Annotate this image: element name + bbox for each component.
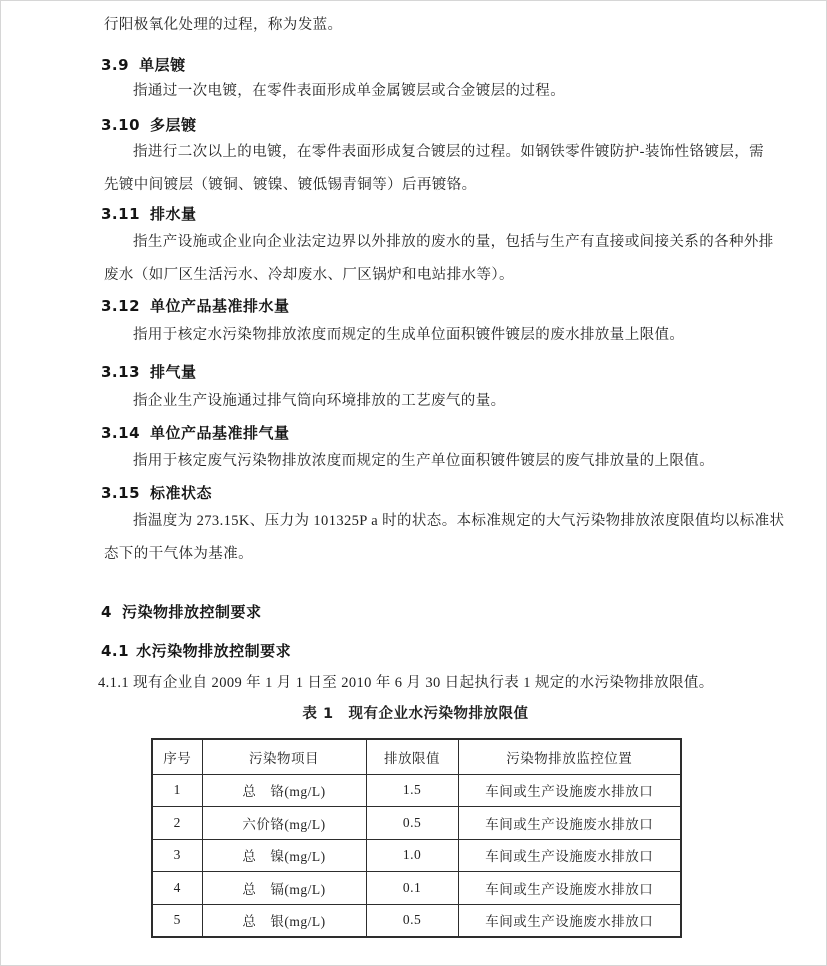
section-4-1-heading [101, 640, 291, 662]
table-cell-limit: 0.5 [366, 807, 458, 840]
section-3-11-heading [101, 203, 197, 225]
chapter-number: 4 [101, 603, 112, 621]
table-cell-pollutant: 总 银(mg/L) [202, 904, 366, 937]
table-header-row [152, 739, 681, 774]
table-cell-location: 车间或生产设施废水排放口 [458, 807, 681, 840]
section-number: 3.9 [101, 56, 130, 74]
section-3-15-body-line-2: 态下的干气体为基准。 [104, 546, 253, 562]
section-3-15-heading [101, 482, 212, 504]
table-row [152, 839, 681, 872]
section-3-11-body-line-1: 指生产设施或企业向企业法定边界以外排放的废水的量，包括与生产有直接或间接关系的各种外排 [133, 234, 774, 250]
section-3-14-heading [101, 422, 290, 444]
section-3-11-body-line-2: 废水（如厂区生活污水、冷却废水、厂区锅炉和电站排水等）。 [104, 267, 514, 283]
table-header-pollutant: 污染物项目 [202, 739, 366, 774]
section-number: 3.12 [101, 297, 141, 315]
table-cell-pollutant: 六价铬(mg/L) [202, 807, 366, 840]
table-cell-pollutant: 总 镉(mg/L) [202, 872, 366, 905]
table-cell-limit: 0.1 [366, 872, 458, 905]
section-title: 多层镀 [150, 116, 197, 134]
chapter-4-heading [101, 601, 261, 623]
table-cell-location: 车间或生产设施废水排放口 [458, 774, 681, 807]
section-3-10-body-line-1: 指进行二次以上的电镀，在零件表面形成复合镀层的过程。如钢铁零件镀防护-装饰性铬镀层，需 [133, 144, 765, 160]
section-3-13-body-line-1: 指企业生产设施通过排气筒向环境排放的工艺废气的量。 [133, 393, 506, 409]
section-title: 水污染物排放控制要求 [136, 642, 292, 660]
table-cell-no: 2 [152, 807, 202, 840]
section-3-10-heading [101, 114, 197, 136]
section-number: 3.15 [101, 484, 141, 502]
water-pollutant-limits-table [151, 738, 682, 938]
section-title: 单位产品基准排气量 [150, 424, 290, 442]
table-cell-location: 车间或生产设施废水排放口 [458, 839, 681, 872]
table-row [152, 872, 681, 905]
table-cell-no: 3 [152, 839, 202, 872]
table-header-location: 污染物排放监控位置 [458, 739, 681, 774]
section-title: 标准状态 [150, 484, 213, 502]
table-row [152, 904, 681, 937]
section-3-14-body-line-1: 指用于核定废气污染物排放浓度而规定的生产单位面积镀件镀层的废气排放量的上限值。 [133, 453, 715, 469]
section-3-12-body-line-1: 指用于核定水污染物排放浓度而规定的生成单位面积镀件镀层的废水排放量上限值。 [133, 327, 685, 343]
section-3-12-heading [101, 295, 290, 317]
table-cell-limit: 1.0 [366, 839, 458, 872]
intro-paragraph-line: 行阳极氧化处理的过程，称为发蓝。 [104, 17, 343, 33]
section-3-10-body-line-2: 先镀中间镀层（镀铜、镀镍、镀低锡青铜等）后再镀铬。 [104, 177, 477, 193]
section-3-15-body-line-1: 指温度为 273.15K、压力为 101325P a 时的状态。本标准规定的大气污染物排放浓度限值均以标准状 [133, 513, 785, 529]
table-cell-location: 车间或生产设施废水排放口 [458, 872, 681, 905]
table-header-no: 序号 [152, 739, 202, 774]
table-header-limit: 排放限值 [366, 739, 458, 774]
chapter-title: 污染物排放控制要求 [121, 603, 262, 621]
section-3-13-heading [101, 361, 197, 383]
table-cell-pollutant: 总 铬(mg/L) [202, 774, 366, 807]
table-cell-limit: 1.5 [366, 774, 458, 807]
table-cell-no: 5 [152, 904, 202, 937]
section-title: 单位产品基准排水量 [150, 297, 290, 315]
table-cell-no: 1 [152, 774, 202, 807]
section-number: 3.13 [101, 363, 141, 381]
table-row [152, 774, 681, 807]
table-cell-pollutant: 总 镍(mg/L) [202, 839, 366, 872]
section-title: 排水量 [150, 205, 197, 223]
section-number: 4.1 [101, 642, 130, 660]
table-1-caption: 表 1 现有企业水污染物排放限值 [302, 706, 529, 722]
section-number: 3.10 [101, 116, 141, 134]
table-cell-no: 4 [152, 872, 202, 905]
section-3-9-body-line-1: 指通过一次电镀，在零件表面形成单金属镀层或合金镀层的过程。 [133, 83, 566, 99]
section-title: 单层镀 [139, 56, 186, 74]
section-number: 3.14 [101, 424, 141, 442]
table-cell-limit: 0.5 [366, 904, 458, 937]
section-title: 排气量 [150, 363, 197, 381]
section-number: 3.11 [101, 205, 141, 223]
clause-4-1-1-text: 4.1.1 现有企业自 2009 年 1 月 1 日至 2010 年 6 月 30 日起执行表 1 规定的水污染物排放限值。 [98, 675, 714, 691]
table-cell-location: 车间或生产设施废水排放口 [458, 904, 681, 937]
section-3-9-heading [101, 54, 186, 76]
table-row [152, 807, 681, 840]
